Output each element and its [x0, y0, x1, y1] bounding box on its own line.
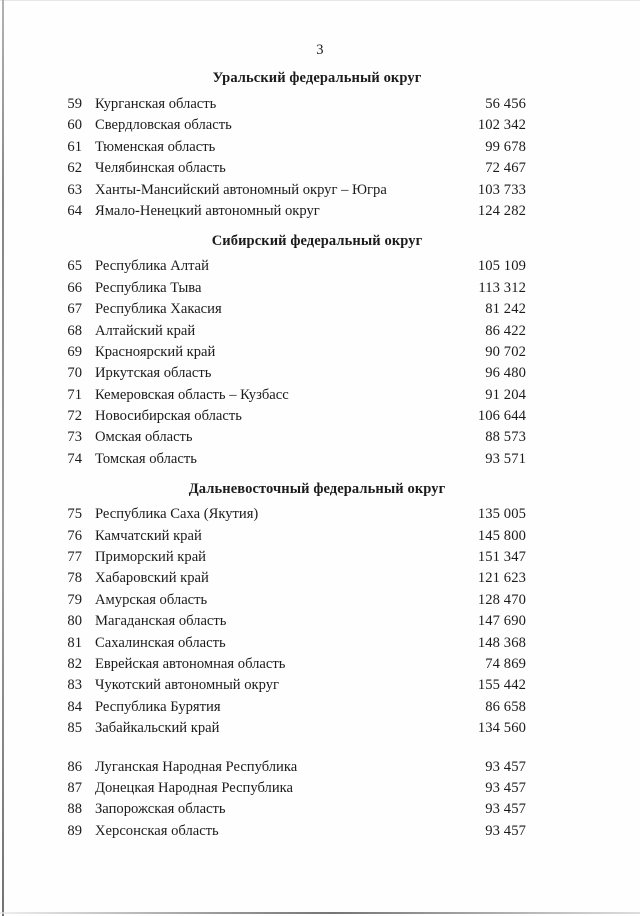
region-index: 89 — [67, 822, 82, 839]
region-index: 74 — [67, 450, 82, 467]
federal-district-heading: Дальневосточный федеральный округ — [188, 481, 446, 498]
region-index: 83 — [67, 677, 82, 694]
region-index: 66 — [67, 279, 82, 296]
region-name: Республика Бурятия — [95, 698, 221, 715]
region-value: 103 733 — [477, 181, 526, 198]
region-name: Республика Алтай — [95, 258, 209, 275]
region-name: Новосибирская область — [95, 408, 242, 425]
region-row — [0, 385, 640, 406]
region-row — [0, 427, 640, 448]
region-index: 64 — [67, 202, 82, 219]
region-value: 147 690 — [477, 613, 526, 630]
region-row — [0, 547, 640, 568]
region-index: 67 — [67, 301, 82, 318]
region-index: 75 — [67, 506, 82, 523]
region-row — [0, 590, 640, 611]
region-name: Курганская область — [95, 96, 217, 112]
region-name: Забайкальский край — [95, 720, 220, 737]
region-row — [0, 201, 640, 222]
federal-district-section — [0, 231, 640, 470]
region-value: 121 623 — [477, 570, 526, 587]
region-value: 135 005 — [477, 506, 526, 523]
region-index: 85 — [67, 720, 82, 737]
region-value: 145 800 — [477, 527, 526, 544]
region-row — [0, 321, 640, 342]
region-row — [0, 568, 640, 589]
scan-edge-top — [0, 0, 640, 1]
region-value: 90 702 — [485, 343, 526, 360]
region-row — [0, 137, 640, 158]
region-value: 93 457 — [485, 758, 526, 775]
region-name: Свердловская область — [95, 117, 232, 134]
region-row — [0, 757, 640, 778]
region-name: Челябинская область — [95, 160, 226, 177]
region-index: 77 — [67, 549, 82, 566]
page-number: 3 — [316, 42, 324, 58]
region-name: Херсонская область — [95, 822, 219, 839]
region-name: Республика Саха (Якутия) — [95, 506, 259, 523]
region-row — [0, 675, 640, 696]
region-value: 81 242 — [485, 301, 526, 318]
region-value: 105 109 — [477, 258, 526, 275]
region-index: 71 — [67, 386, 82, 403]
region-value: 86 422 — [485, 322, 526, 339]
region-value: 93 457 — [485, 779, 526, 796]
region-name: Чукотский автономный округ — [95, 677, 280, 694]
region-name: Омская область — [95, 429, 193, 446]
region-name: Камчатский край — [95, 527, 202, 544]
region-row — [0, 778, 640, 799]
region-row — [0, 449, 640, 470]
region-value: 155 442 — [477, 677, 526, 694]
region-index: 69 — [67, 343, 82, 360]
region-rows — [0, 757, 640, 843]
region-list — [0, 68, 640, 842]
region-value: 113 312 — [478, 279, 526, 296]
region-name: Республика Тыва — [95, 279, 202, 296]
region-index: 86 — [67, 758, 82, 775]
region-index: 72 — [67, 408, 82, 425]
region-value: 88 573 — [485, 429, 526, 446]
region-index: 63 — [67, 181, 82, 198]
region-row — [0, 278, 640, 299]
region-row — [0, 821, 640, 842]
region-value: 102 342 — [477, 117, 526, 134]
region-value: 124 282 — [477, 202, 526, 219]
region-value: 128 470 — [477, 591, 526, 608]
region-row — [0, 611, 640, 632]
region-name: Приморский край — [95, 549, 206, 566]
region-value: 99 678 — [485, 138, 526, 155]
region-value: 96 480 — [485, 365, 526, 382]
region-index: 82 — [67, 655, 82, 672]
region-index: 81 — [67, 634, 82, 651]
region-name: Кемеровская область – Кузбасс — [95, 386, 289, 403]
region-name: Еврейская автономная область — [95, 655, 286, 672]
region-row — [0, 299, 640, 320]
region-index: 70 — [67, 365, 82, 382]
region-index: 76 — [67, 527, 82, 544]
federal-district-heading: Уральский федеральный округ — [212, 70, 422, 86]
region-value: 91 204 — [485, 386, 526, 403]
region-name: Запорожская область — [95, 801, 226, 818]
federal-district-heading: Сибирский федеральный округ — [211, 233, 423, 250]
region-value: 93 457 — [485, 801, 526, 818]
region-name: Иркутская область — [95, 365, 212, 382]
region-name: Сахалинская область — [95, 634, 226, 651]
region-index: 80 — [67, 613, 82, 630]
region-row — [0, 256, 640, 277]
region-index: 84 — [67, 698, 82, 715]
region-row — [0, 180, 640, 201]
region-value: 134 560 — [477, 720, 526, 737]
section-spacer — [0, 740, 640, 757]
region-index: 79 — [67, 591, 82, 608]
region-name: Алтайский край — [95, 322, 196, 339]
region-index: 87 — [67, 779, 82, 796]
region-index: 65 — [67, 258, 82, 275]
region-value: 151 347 — [477, 549, 526, 566]
region-row — [0, 94, 640, 115]
region-value: 93 571 — [485, 450, 526, 467]
region-index: 73 — [67, 429, 82, 446]
region-name: Магаданская область — [95, 613, 227, 630]
region-rows — [0, 94, 640, 222]
federal-district-section — [0, 740, 640, 843]
region-name: Луганская Народная Республика — [95, 758, 298, 775]
region-row — [0, 342, 640, 363]
region-value: 93 457 — [485, 822, 526, 839]
region-index: 68 — [67, 322, 82, 339]
region-index: 88 — [67, 801, 82, 818]
region-value: 148 368 — [477, 634, 526, 651]
region-row — [0, 504, 640, 525]
region-value: 74 869 — [485, 655, 526, 672]
region-row — [0, 697, 640, 718]
region-row — [0, 718, 640, 739]
region-index: 62 — [67, 160, 82, 177]
region-row — [0, 115, 640, 136]
region-name: Томская область — [95, 450, 197, 467]
region-row — [0, 158, 640, 179]
region-name: Хабаровский край — [95, 570, 209, 587]
region-value: 56 456 — [485, 96, 526, 112]
region-value: 86 658 — [485, 698, 526, 715]
scan-edge-bottom — [0, 912, 640, 914]
region-rows — [0, 256, 640, 470]
region-name: Республика Хакасия — [95, 301, 222, 318]
region-name: Красноярский край — [95, 343, 216, 360]
federal-district-section — [0, 479, 640, 739]
region-name: Амурская область — [95, 591, 208, 608]
region-rows — [0, 504, 640, 739]
region-value: 106 644 — [477, 408, 526, 425]
region-row — [0, 363, 640, 384]
federal-district-section — [0, 68, 640, 222]
region-index: 59 — [67, 96, 82, 112]
region-index: 60 — [67, 117, 82, 134]
region-row — [0, 799, 640, 820]
region-row — [0, 406, 640, 427]
region-row — [0, 526, 640, 547]
region-index: 78 — [67, 570, 82, 587]
region-name: Тюменская область — [95, 138, 216, 155]
region-index: 61 — [67, 138, 82, 155]
region-value: 72 467 — [485, 160, 526, 177]
region-row — [0, 654, 640, 675]
region-row — [0, 633, 640, 654]
region-name: Донецкая Народная Республика — [95, 779, 293, 796]
region-name: Ханты-Мансийский автономный округ – Югра — [95, 181, 387, 198]
region-name: Ямало-Ненецкий автономный округ — [95, 202, 320, 219]
